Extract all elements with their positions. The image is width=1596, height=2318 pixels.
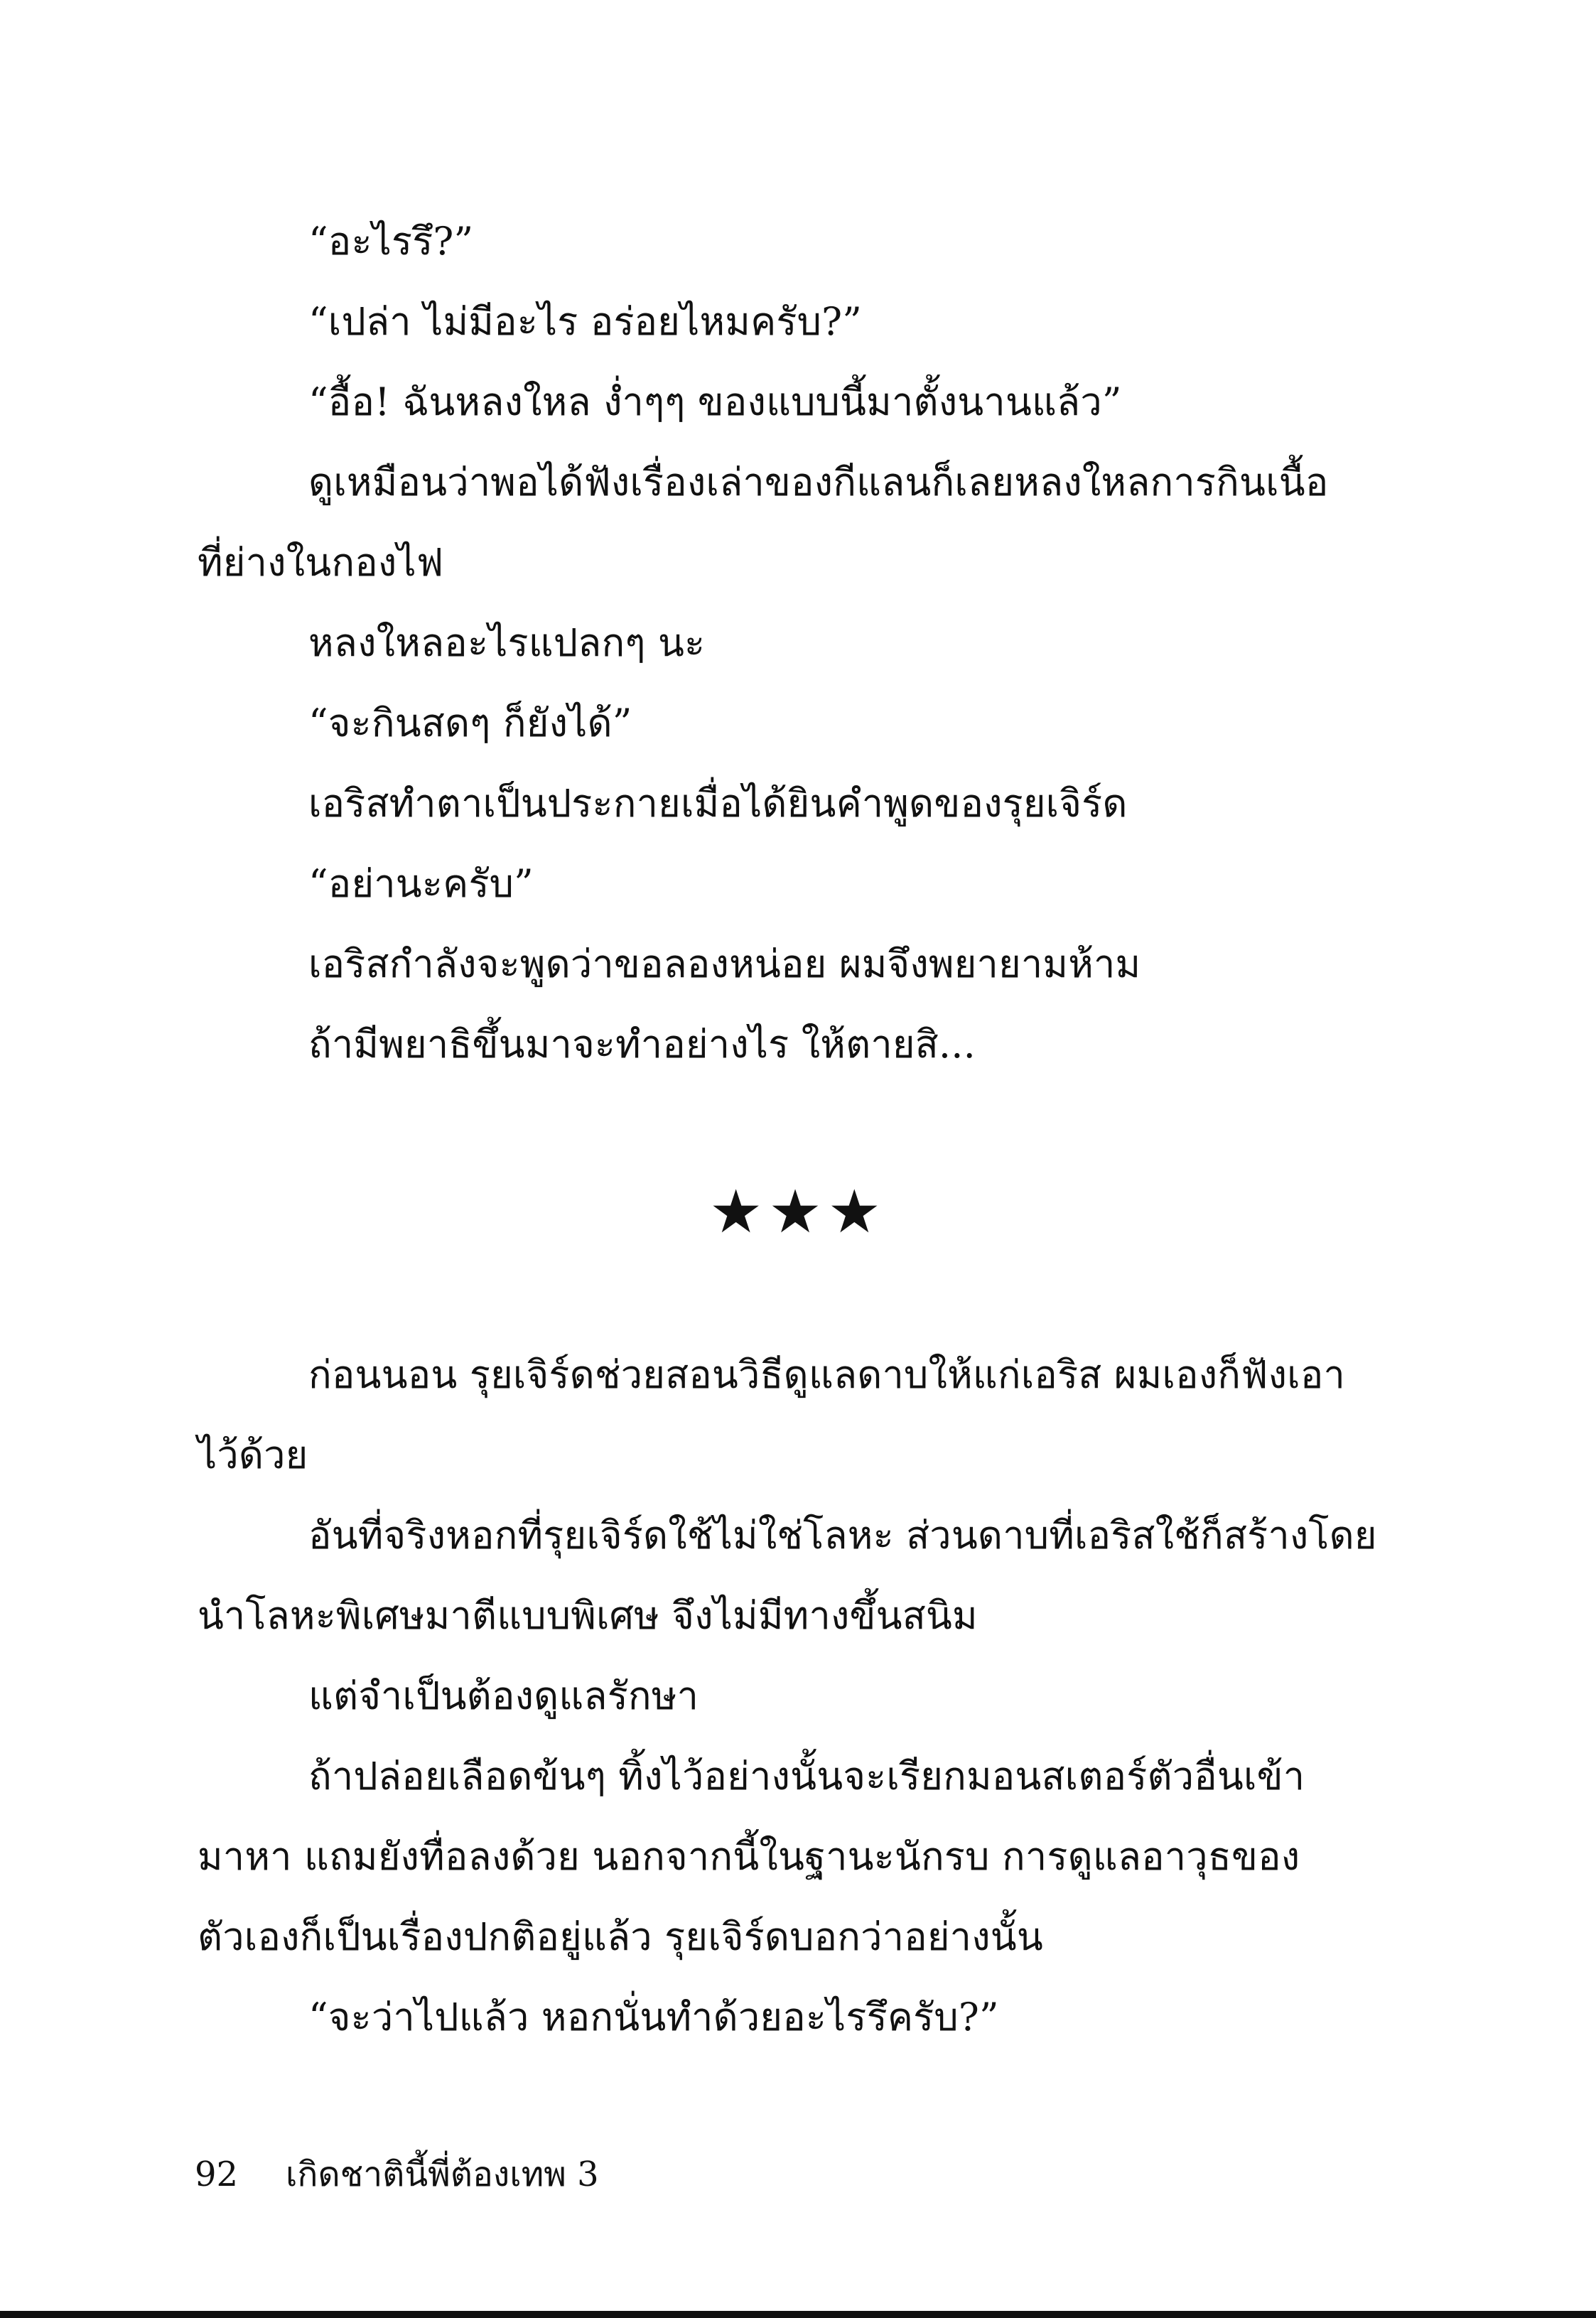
page-number: 92 (195, 2155, 239, 2194)
book-title: เกิดชาตินี้พี่ต้องเทพ 3 (286, 2155, 599, 2194)
bottom-edge-rule (0, 2311, 1596, 2318)
paragraph-line: ดูเหมือนว่าพอได้ฟังเรื่องเล่าของกีแลนก็เลยหลงใหลการกินเนื้อ (308, 460, 1329, 505)
paragraph-line: ตัวเองก็เป็นเรื่องปกติอยู่แล้ว รุยเจิร์ดบอกว่าอย่างนั้น (198, 1914, 1043, 1959)
paragraph-line: ที่ย่างในกองไฟ (198, 540, 444, 585)
paragraph-line: “อื้อ! ฉันหลงใหล ง่ำๆๆ ของแบบนี้มาตั้งนานแล้ว” (308, 379, 1122, 424)
paragraph-line: อันที่จริงหอกที่รุยเจิร์ดใช้ไม่ใช่โลหะ ส่วนดาบที่เอริสใช้ก็สร้างโดย (308, 1513, 1377, 1558)
paragraph-line: ถ้าปล่อยเลือดข้นๆ ทิ้งไว้อย่างนั้นจะเรียกมอนสเตอร์ตัวอื่นเข้า (308, 1754, 1305, 1799)
page-footer (195, 2153, 599, 2196)
paragraph-line: “จะกินสดๆ ก็ยังได้” (308, 701, 632, 745)
paragraph-line: ไว้ด้วย (198, 1433, 308, 1477)
scene-break-stars: ★★★ (709, 1177, 887, 1246)
paragraph-line: ก่อนนอน รุยเจิร์ดช่วยสอนวิธีดูแลดาบให้แก่เอริส ผมเองก็ฟังเอา (308, 1352, 1345, 1397)
paragraph-line: เอริสทำตาเป็นประกายเมื่อได้ยินคำพูดของรุยเจิร์ด (308, 781, 1128, 826)
paragraph-line: หลงใหลอะไรแปลกๆ นะ (308, 620, 706, 665)
paragraph-line: “จะว่าไปแล้ว หอกนั่นทำด้วยอะไรรึครับ?” (308, 1995, 999, 2039)
paragraph-line: “อย่านะครับ” (308, 861, 534, 906)
paragraph-line: ถ้ามีพยาธิขึ้นมาจะทำอย่างไร ให้ตายสิ... (308, 1022, 976, 1067)
paragraph-line: “เปล่า ไม่มีอะไร อร่อยไหมครับ?” (308, 299, 863, 344)
paragraph-line: มาหา แถมยังทื่อลงด้วย นอกจากนี้ในฐานะนักรบ การดูแลอาวุธของ (198, 1834, 1300, 1879)
paragraph-line: นำโลหะพิเศษมาตีแบบพิเศษ จึงไม่มีทางขึ้นสนิม (198, 1593, 978, 1638)
paragraph-line: แต่จำเป็นต้องดูแลรักษา (308, 1673, 699, 1718)
paragraph-line: เอริสกำลังจะพูดว่าขอลองหน่อย ผมจึงพยายามห้าม (308, 942, 1141, 986)
paragraph-line: “อะไรรึ?” (308, 219, 474, 264)
